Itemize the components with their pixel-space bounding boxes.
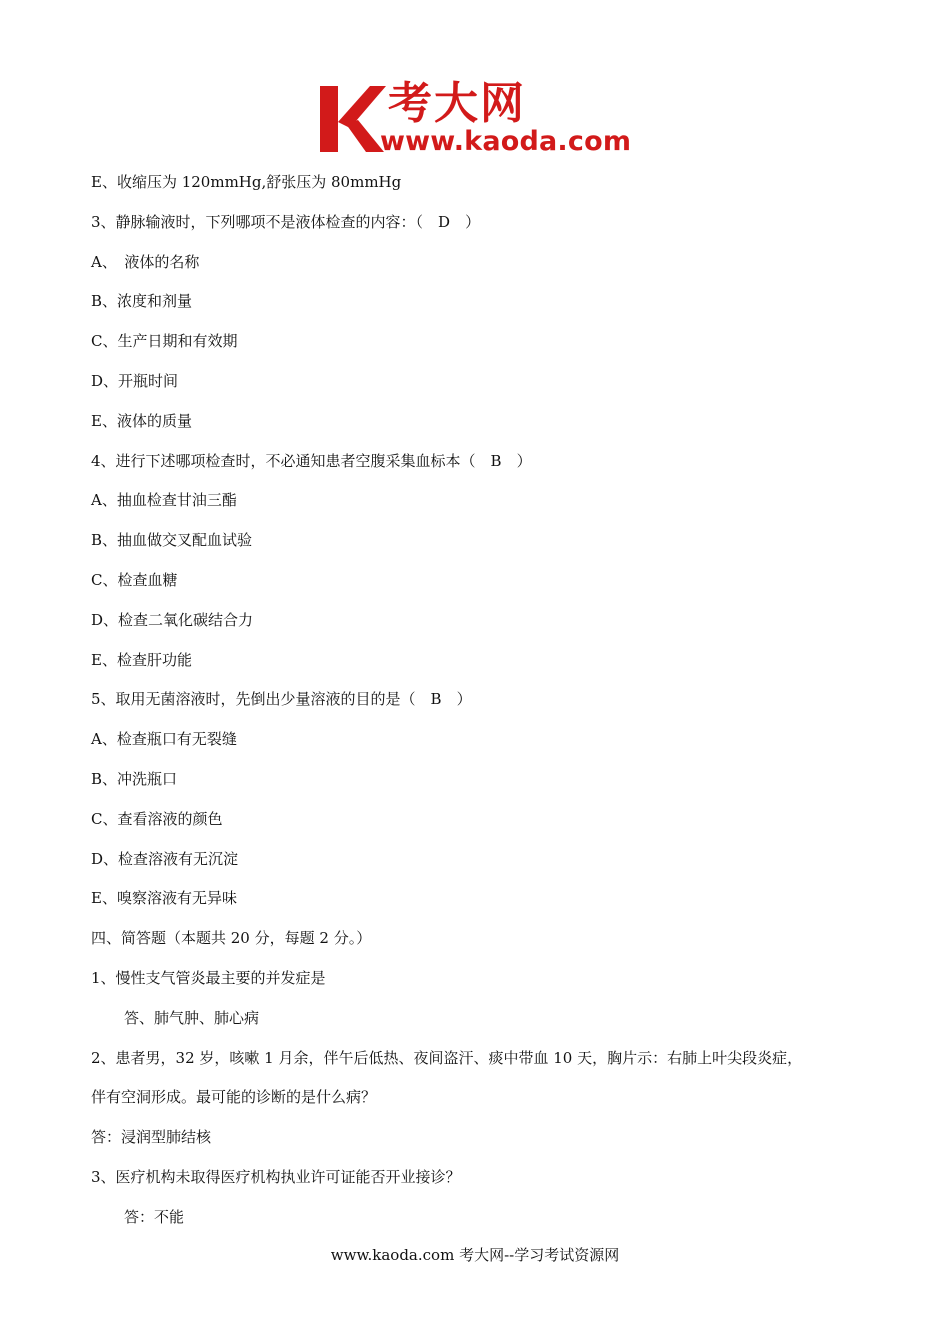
question-4-option-e: E、检查肝功能 — [91, 650, 192, 669]
kaoda-logo — [318, 78, 648, 160]
document-body — [91, 162, 891, 1237]
question-5-option-a: A、检查瓶口有无裂缝 — [91, 730, 237, 749]
question-3: 3、静脉输液时，下列哪项不是液体检查的内容：（ D ） — [91, 212, 481, 231]
question-3-option-e: E、液体的质量 — [91, 411, 192, 430]
question-4-option-b: B、抽血做交叉配血试验 — [91, 531, 253, 550]
short-answer-question-3: 3、医疗机构未取得医疗机构执业许可证能否开业接诊？ — [91, 1167, 461, 1186]
page-footer: www.kaoda.com 考大网--学习考试资源网 — [330, 1246, 620, 1264]
question-5-option-c: C、查看溶液的颜色 — [91, 809, 223, 828]
option-e-blood-pressure: E、收缩压为 120mmHg,舒张压为 80mmHg — [91, 173, 402, 191]
question-5-option-e: E、嗅察溶液有无异味 — [91, 889, 237, 908]
short-answer-1: 答、肺气肿、肺心病 — [124, 1008, 260, 1027]
question-3-option-a: A、 液体的名称 — [91, 252, 200, 271]
question-3-option-c: C、生产日期和有效期 — [91, 332, 238, 351]
logo-chinese-name: 考大网 — [388, 78, 526, 129]
k-logo-icon — [318, 82, 388, 156]
question-4-option-c: C、检查血糖 — [91, 570, 178, 589]
question-3-option-d: D、开瓶时间 — [91, 371, 179, 390]
logo-url: www.kaoda.com — [380, 126, 632, 157]
question-5-option-b: B、冲洗瓶口 — [91, 769, 178, 788]
question-4-option-d: D、检查二氧化碳结合力 — [91, 610, 254, 629]
question-5: 5、取用无菌溶液时，先倒出少量溶液的目的是（ B ） — [91, 690, 472, 709]
question-5-option-d: D、检查溶液有无沉淀 — [91, 849, 239, 868]
question-3-option-b: B、浓度和剂量 — [91, 292, 193, 311]
short-answer-question-2-cont: 伴有空洞形成。最可能的诊断的是什么病？ — [91, 1088, 377, 1107]
short-answer-3: 答：不能 — [124, 1207, 185, 1226]
short-answer-2: 答：浸润型肺结核 — [91, 1128, 212, 1147]
question-4: 4、进行下述哪项检查时，不必通知患者空腹采集血标本（ B ） — [91, 451, 532, 470]
question-4-option-a: A、抽血检查甘油三酯 — [91, 491, 237, 510]
section-heading-short-answer: 四、简答题（本题共 20 分，每题 2 分。） — [91, 929, 372, 948]
short-answer-question-2: 2、患者男，32 岁，咳嗽 1 月余，伴午后低热、夜间盗汗、痰中带血 10 天，胸片示：右肺上叶尖段炎症， — [91, 1048, 803, 1067]
short-answer-question-1: 1、慢性支气管炎最主要的并发症是 — [91, 968, 326, 987]
